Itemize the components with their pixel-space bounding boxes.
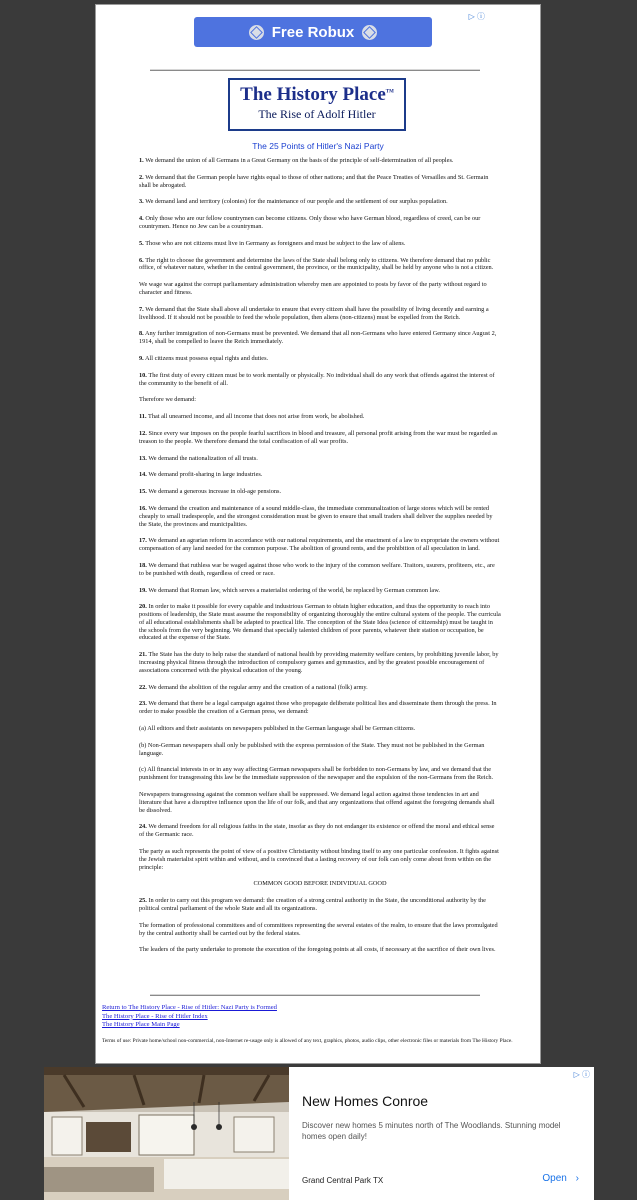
point-number: 5.: [139, 239, 144, 247]
paragraph: [139, 725, 501, 733]
paragraph: [139, 537, 501, 553]
point-number: 12.: [139, 429, 147, 437]
paragraph: [139, 742, 501, 758]
document-body: [139, 157, 501, 963]
paragraph: [139, 413, 501, 421]
paragraph-text: Newspapers transgressing against the common welfare shall be suppressed. We demand legal action against those tendencies in art and literature that have a disruptive influence upon the life of our folk, and that any organizations that offend against the foregoing demands shall be dissolved.: [139, 791, 495, 814]
paragraph-text: We demand the union of all Germans in a Great Germany on the basis of the principle of self-determination of all peoples.: [145, 157, 454, 164]
ad-location: Grand Central Park TX: [302, 1176, 384, 1185]
point-number: 7.: [139, 305, 144, 313]
point-number: 14.: [139, 471, 147, 479]
paragraph: [139, 700, 501, 716]
point-number: 8.: [139, 330, 144, 338]
point-number: 24.: [139, 823, 147, 831]
point-number: 19.: [139, 586, 147, 594]
point-number: 25.: [139, 897, 147, 905]
paragraph: [139, 922, 501, 938]
point-number: 21.: [139, 651, 147, 659]
link-main-page[interactable]: The History Place Main Page: [102, 1021, 180, 1029]
paragraph: [139, 823, 501, 839]
paragraph: [139, 946, 501, 954]
paragraph-text: We demand the nationalization of all trusts.: [148, 454, 258, 462]
open-button[interactable]: [542, 1173, 579, 1184]
point-number: 20.: [139, 603, 147, 611]
paragraph-text: (a) All editors and their assistants on newspapers published in the German language shall be German citizens.: [139, 725, 416, 733]
paragraph: [139, 306, 501, 322]
paragraph-text: All citizens must possess equal rights and duties.: [144, 354, 269, 362]
ad-headline[interactable]: New Homes Conroe: [302, 1093, 429, 1109]
paragraph: [139, 848, 501, 871]
chevron-right-icon: ›: [575, 1173, 579, 1184]
point-number: 23.: [139, 700, 147, 708]
paragraph: [139, 330, 501, 346]
paragraph: [139, 430, 501, 446]
paragraph: [139, 791, 501, 814]
point-number: 3.: [139, 198, 144, 206]
paragraph: [139, 562, 501, 578]
paragraph: [139, 488, 501, 496]
logo-title: The History Place: [240, 84, 386, 105]
logo-subtitle: The Rise of Adolf Hitler: [258, 107, 376, 121]
paragraph: [139, 766, 501, 782]
paragraph-text: We demand that there be a legal campaign against those who propagate deliberate political lies and disseminate them through the press. In order to make possible the creation of a German press, we demand:: [139, 700, 497, 716]
point-number: 1.: [139, 157, 144, 164]
paragraph-text: We demand that the State shall above all undertake to ensure that every citizen shall have the possibility of living decently and earning a livelihood. If it should not be possible to feed the whole population, then aliens (non-citizens) must be expelled from the Reich.: [139, 305, 489, 321]
paragraph-text: We demand profit-sharing in large industries.: [148, 471, 263, 479]
paragraph: [139, 157, 501, 165]
footer-links: [102, 1004, 277, 1030]
paragraph-text: Those who are not citizens must live in Germany as foreigners and must be subject to the law of aliens.: [145, 239, 406, 247]
paragraph-text: Since every war imposes on the people fearful sacrifices in blood and treasure, all personal profit arising from the war must be regarded as treason to the people. We therefore demand the total confiscation of all war profits.: [139, 429, 498, 445]
paragraph-text: We wage war against the corrupt parliamentary administration whereby men are appointed to posts by favor of the party without regard to character and fitness.: [139, 281, 487, 296]
paragraph: [139, 505, 501, 528]
divider: [150, 994, 480, 996]
paragraph: [139, 455, 501, 463]
paragraph: [139, 257, 501, 273]
free-robux-ad-banner[interactable]: [194, 17, 432, 47]
paragraph-text: Only those who are our fellow countrymen can become citizens. Only those who have German blood, regardless of creed, can be our countrymen. Hence no Jew can be a countryman.: [139, 215, 481, 230]
paragraph-text: Therefore we demand:: [139, 396, 196, 404]
robux-icon: [249, 25, 264, 40]
paragraph-text: COMMON GOOD BEFORE INDIVIDUAL GOOD: [253, 880, 387, 888]
paragraph-text: The leaders of the party undertake to promote the execution of the foregoing points at all costs, if necessary at the sacrifice of their own lives.: [139, 946, 496, 954]
paragraph: [139, 281, 501, 297]
point-number: 18.: [139, 561, 147, 569]
adchoices-icon[interactable]: ▷ ⓘ: [573, 1070, 590, 1079]
point-number: 6.: [139, 256, 144, 264]
ad-description: Discover new homes 5 minutes north of The Woodlands. Stunning model homes open daily!: [302, 1121, 561, 1141]
paragraph: [139, 396, 501, 404]
paragraph-text: We demand a generous increase in old-age pensions.: [148, 488, 282, 496]
new-homes-ad[interactable]: [44, 1067, 594, 1200]
point-number: 16.: [139, 504, 147, 512]
point-number: 2.: [139, 173, 144, 181]
paragraph-text: Any further immigration of non-Germans must be prevented. We demand that all non-Germans who have entered Germany since August 2, 1914, shall be compelled to leave the Reich immediately.: [139, 330, 497, 346]
paragraph-text: The right to choose the government and determine the laws of the State shall belong only to citizens. We therefore demand that no public office, of whatever nature, whether in the central government, the province, or the municipality, shall be held by anyone who is not a citizen.: [139, 256, 494, 272]
adchoices-icon[interactable]: ▷ ⓘ: [468, 12, 485, 21]
paragraph-text: We demand that the German people have rights equal to those of other nations; and that the Peace Treaties of Versailles and St. Germain shall be abrogated.: [139, 173, 489, 189]
history-place-logo: [228, 78, 406, 131]
point-number: 10.: [139, 371, 147, 379]
document-page: [95, 4, 541, 1064]
paragraph: [139, 355, 501, 363]
paragraph-text: In order to make it possible for every capable and industrious German to obtain higher education, and thus the opportunity to reach into positions of leadership, the State must assume the responsibility of organizing thoroughly the entire cultural system of the people. The curricula of all educational establishments shall be adapted to practical life. The conception of the State Idea (science of citizenship) must be taught in the schools from the very beginning. We demand that specially talented children of poor parents, whatever their station or occupation, be educated at the expense of the State.: [139, 603, 501, 642]
paragraph-text: We demand that Roman law, which serves a materialist ordering of the world, be replaced by German common law.: [148, 586, 440, 594]
terms-of-use: Terms of use: Private home/school non-commercial, non-Internet re-usage only is allowed of any text, graphics, photos, audio clips, other electronic files or materials from The History Place.: [102, 1038, 513, 1044]
paragraph: [139, 215, 501, 231]
paragraph-text: The formation of professional committees and of committees representing the several estates of the realm, to ensure that the laws promulgated by the central authority shall be carried out by the federal states.: [139, 921, 498, 937]
logo-trademark: TM: [385, 89, 394, 95]
paragraph: [139, 372, 501, 388]
point-number: 17.: [139, 537, 147, 545]
paragraph-text: In order to carry out this program we demand: the creation of a strong central authority in the State, the unconditional authority by the political central parliament of the whole State and all its organizations.: [139, 897, 486, 913]
paragraph: [139, 603, 501, 642]
page-title: The 25 Points of Hitler's Nazi Party: [252, 141, 384, 151]
paragraph: [139, 471, 501, 479]
robux-icon: [362, 25, 377, 40]
ad-house-interior-image: [44, 1067, 289, 1200]
link-rise-of-hitler-index[interactable]: The History Place - Rise of Hitler Index: [102, 1012, 208, 1020]
paragraph-text: That all unearned income, and all income that does not arise from work, be abolished.: [148, 413, 365, 421]
paragraph-text: The first duty of every citizen must be to work mentally or physically. No individual shall do any work that offends against the interest of the community to the benefit of all.: [139, 371, 495, 387]
point-number: 4.: [139, 215, 144, 223]
point-number: 11.: [139, 413, 147, 421]
open-label: Open: [542, 1173, 567, 1184]
paragraph-text: The party as such represents the point of view of a positive Christianity without binding itself to any one particular confession. It fights against the Jewish materialist spirit within and without, and is convinced that a lasting recovery of our folk can only come about from within on the principle:: [139, 848, 499, 871]
paragraph: [139, 651, 501, 674]
paragraph: [139, 897, 501, 913]
paragraph-text: (c) All financial interests in or in any way affecting German newspapers shall be forbidden to non-Germans by law, and we demand that the punishment for transgressing this law be the immediate suppression of the newspaper and the expulsion of the non-Germans from the Reich.: [139, 766, 494, 782]
divider: [150, 69, 480, 71]
paragraph-text: We demand land and territory (colonies) for the maintenance of our people and the settlement of our surplus population.: [145, 198, 448, 206]
link-nazi-party-formed[interactable]: Return to The History Place - Rise of Hitler: Nazi Party is Formed: [102, 1004, 277, 1011]
paragraph: [139, 174, 501, 190]
paragraph-text: We demand freedom for all religious faiths in the state, insofar as they do not endanger its existence or offend the moral and ethical sense of the Germanic race.: [139, 823, 495, 839]
ad-label: Free Robux: [271, 23, 355, 41]
point-number: 9.: [139, 354, 144, 362]
paragraph-text: We demand the creation and maintenance of a sound middle-class, the immediate communalization of large stores which will be rented cheaply to small tradespeople, and the strongest consideration must be given to ensure that small traders shall deliver the supplies needed by the State, the provinces and municipalities.: [139, 504, 493, 528]
paragraph: [139, 684, 501, 692]
point-number: 13.: [139, 454, 147, 462]
paragraph: [139, 240, 501, 248]
paragraph: [139, 198, 501, 206]
paragraph-text: The State has the duty to help raise the standard of national health by providing maternity welfare centers, by prohibiting juvenile labor, by increasing physical fitness through the introduction of compulsory games and gymnastics, and by the greatest possible encouragement of associations concerned with the physical education of the young.: [139, 651, 499, 674]
paragraph-text: (b) Non-German newspapers shall only be published with the express permission of the State. They must not be published in the German language.: [139, 741, 485, 757]
point-number: 15.: [139, 488, 147, 496]
paragraph-text: We demand the abolition of the regular army and the creation of a national (folk) army.: [148, 683, 368, 691]
paragraph-text: We demand an agrarian reform in accordance with our national requirements, and the enactment of a law to expropriate the owners without compensation of any land needed for the common purpose. The abolition of ground rents, and the prohibition of all speculation in land.: [139, 537, 500, 553]
point-number: 22.: [139, 683, 147, 691]
paragraph-text: We demand that ruthless war be waged against those who work to the injury of the common welfare. Traitors, usurers, profiteers, etc., are to be punished with death, regardless of creed or race.: [139, 561, 495, 577]
paragraph: [139, 587, 501, 595]
ad-text-block: [302, 1067, 587, 1200]
paragraph: [139, 880, 501, 888]
